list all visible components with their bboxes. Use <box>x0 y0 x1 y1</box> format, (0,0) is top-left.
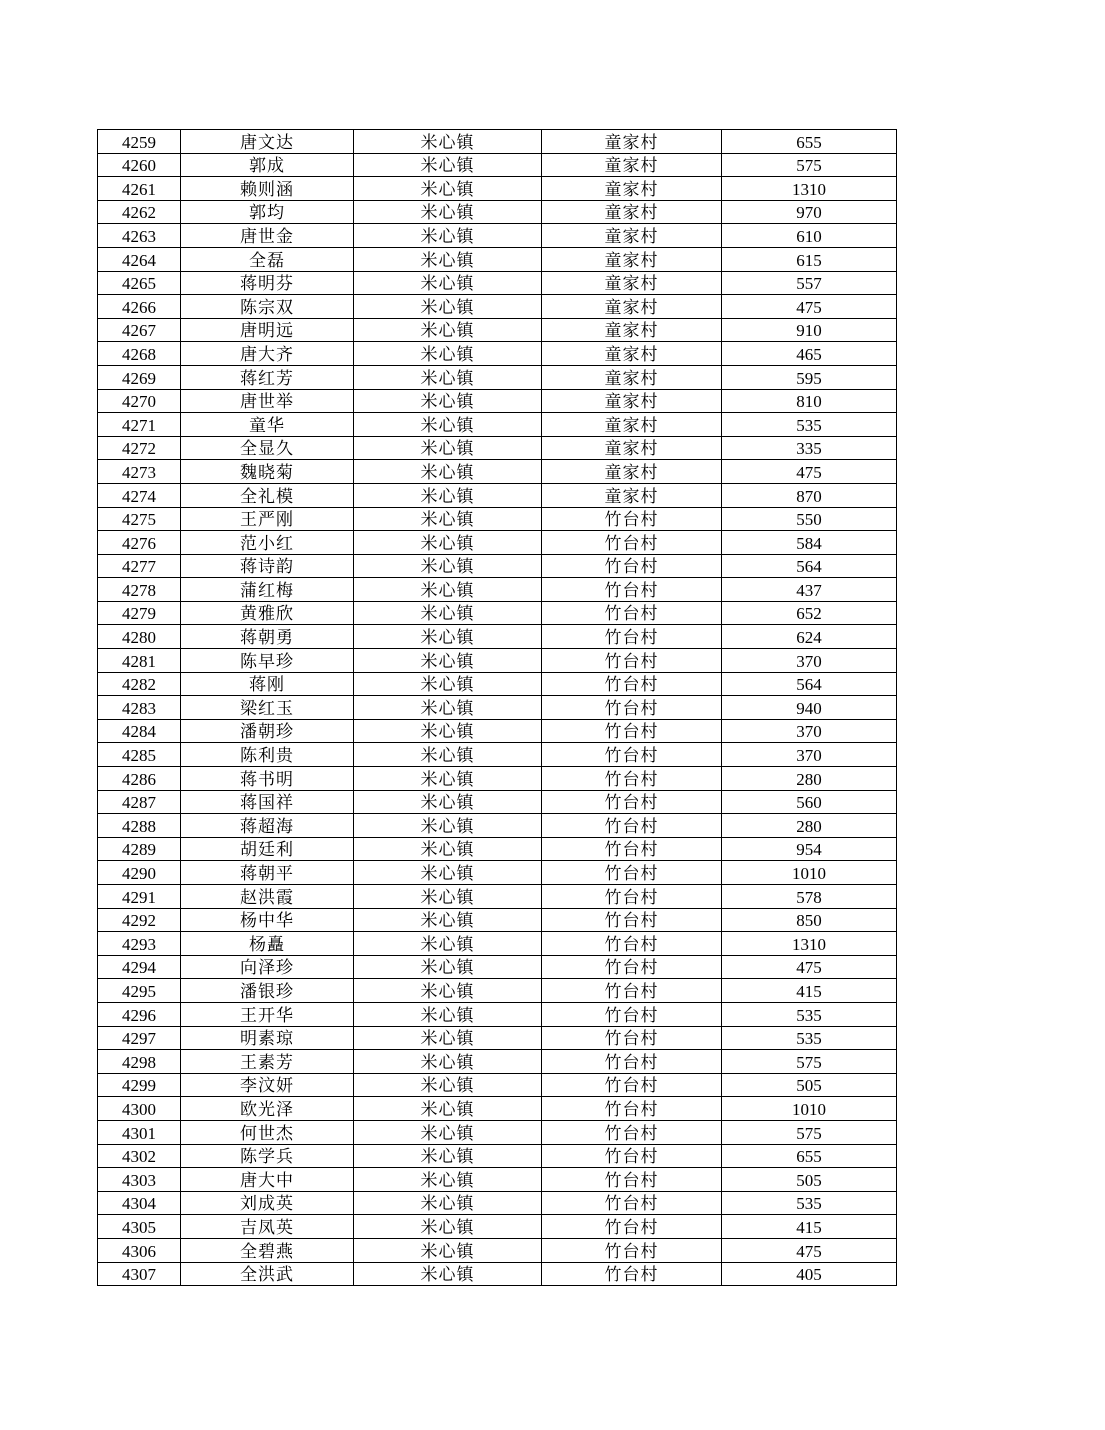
town-name-cell: 米心镇 <box>354 908 542 932</box>
town-name-cell: 米心镇 <box>354 531 542 555</box>
village-name-cell: 童家村 <box>542 271 722 295</box>
town-name-cell: 米心镇 <box>354 578 542 602</box>
person-name-cell: 童华 <box>181 413 354 437</box>
row-number-cell: 4297 <box>98 1026 181 1050</box>
village-name-cell: 童家村 <box>542 200 722 224</box>
village-name-cell: 竹台村 <box>542 1002 722 1026</box>
table-row <box>98 790 897 814</box>
person-name-cell: 蒋朝平 <box>181 861 354 885</box>
row-number-cell: 4290 <box>98 861 181 885</box>
town-name-cell: 米心镇 <box>354 1144 542 1168</box>
table-row <box>98 932 897 956</box>
table-row <box>98 177 897 201</box>
town-name-cell: 米心镇 <box>354 460 542 484</box>
table-body <box>98 130 897 1286</box>
person-name-cell: 李汶妍 <box>181 1073 354 1097</box>
person-name-cell: 蒋红芳 <box>181 365 354 389</box>
amount-cell: 940 <box>722 696 897 720</box>
row-number-cell: 4284 <box>98 719 181 743</box>
row-number-cell: 4293 <box>98 932 181 956</box>
amount-cell: 1310 <box>722 932 897 956</box>
person-name-cell: 郭均 <box>181 200 354 224</box>
village-name-cell: 竹台村 <box>542 1144 722 1168</box>
amount-cell: 575 <box>722 1050 897 1074</box>
person-name-cell: 何世杰 <box>181 1120 354 1144</box>
town-name-cell: 米心镇 <box>354 271 542 295</box>
amount-cell: 810 <box>722 389 897 413</box>
person-name-cell: 蒋刚 <box>181 672 354 696</box>
row-number-cell: 4266 <box>98 295 181 319</box>
village-name-cell: 竹台村 <box>542 1238 722 1262</box>
table-row <box>98 885 897 909</box>
amount-cell: 535 <box>722 1191 897 1215</box>
amount-cell: 595 <box>722 365 897 389</box>
village-name-cell: 竹台村 <box>542 507 722 531</box>
person-name-cell: 向泽珍 <box>181 955 354 979</box>
row-number-cell: 4279 <box>98 601 181 625</box>
row-number-cell: 4300 <box>98 1097 181 1121</box>
table-row <box>98 979 897 1003</box>
town-name-cell: 米心镇 <box>354 814 542 838</box>
village-name-cell: 竹台村 <box>542 1215 722 1239</box>
person-name-cell: 王开华 <box>181 1002 354 1026</box>
village-name-cell: 竹台村 <box>542 1120 722 1144</box>
town-name-cell: 米心镇 <box>354 955 542 979</box>
village-name-cell: 竹台村 <box>542 790 722 814</box>
person-name-cell: 杨矗 <box>181 932 354 956</box>
village-name-cell: 童家村 <box>542 436 722 460</box>
amount-cell: 475 <box>722 460 897 484</box>
row-number-cell: 4289 <box>98 837 181 861</box>
row-number-cell: 4274 <box>98 483 181 507</box>
person-name-cell: 王素芳 <box>181 1050 354 1074</box>
village-name-cell: 竹台村 <box>542 696 722 720</box>
amount-cell: 550 <box>722 507 897 531</box>
person-name-cell: 陈学兵 <box>181 1144 354 1168</box>
person-name-cell: 赖则涵 <box>181 177 354 201</box>
person-name-cell: 蒋超海 <box>181 814 354 838</box>
village-name-cell: 竹台村 <box>542 955 722 979</box>
person-name-cell: 蒋诗韵 <box>181 554 354 578</box>
town-name-cell: 米心镇 <box>354 979 542 1003</box>
row-number-cell: 4291 <box>98 885 181 909</box>
row-number-cell: 4276 <box>98 531 181 555</box>
village-name-cell: 竹台村 <box>542 601 722 625</box>
row-number-cell: 4294 <box>98 955 181 979</box>
town-name-cell: 米心镇 <box>354 649 542 673</box>
amount-cell: 954 <box>722 837 897 861</box>
person-name-cell: 蒋书明 <box>181 767 354 791</box>
table-row <box>98 601 897 625</box>
town-name-cell: 米心镇 <box>354 436 542 460</box>
village-name-cell: 竹台村 <box>542 837 722 861</box>
table-row <box>98 861 897 885</box>
table-row <box>98 743 897 767</box>
table-row <box>98 224 897 248</box>
row-number-cell: 4282 <box>98 672 181 696</box>
table-row <box>98 389 897 413</box>
amount-cell: 575 <box>722 1120 897 1144</box>
town-name-cell: 米心镇 <box>354 1097 542 1121</box>
town-name-cell: 米心镇 <box>354 200 542 224</box>
amount-cell: 415 <box>722 979 897 1003</box>
amount-cell: 475 <box>722 955 897 979</box>
amount-cell: 624 <box>722 625 897 649</box>
person-name-cell: 范小红 <box>181 531 354 555</box>
amount-cell: 335 <box>722 436 897 460</box>
amount-cell: 615 <box>722 247 897 271</box>
town-name-cell: 米心镇 <box>354 790 542 814</box>
person-name-cell: 刘成英 <box>181 1191 354 1215</box>
table-row <box>98 318 897 342</box>
village-name-cell: 竹台村 <box>542 1191 722 1215</box>
village-name-cell: 竹台村 <box>542 649 722 673</box>
amount-cell: 557 <box>722 271 897 295</box>
village-name-cell: 童家村 <box>542 224 722 248</box>
data-table <box>97 129 897 1286</box>
row-number-cell: 4304 <box>98 1191 181 1215</box>
table-row <box>98 837 897 861</box>
town-name-cell: 米心镇 <box>354 1002 542 1026</box>
village-name-cell: 竹台村 <box>542 531 722 555</box>
person-name-cell: 唐世举 <box>181 389 354 413</box>
row-number-cell: 4271 <box>98 413 181 437</box>
row-number-cell: 4277 <box>98 554 181 578</box>
table-row <box>98 130 897 154</box>
person-name-cell: 全磊 <box>181 247 354 271</box>
amount-cell: 280 <box>722 814 897 838</box>
person-name-cell: 唐文达 <box>181 130 354 154</box>
table-row <box>98 696 897 720</box>
row-number-cell: 4267 <box>98 318 181 342</box>
row-number-cell: 4298 <box>98 1050 181 1074</box>
town-name-cell: 米心镇 <box>354 507 542 531</box>
town-name-cell: 米心镇 <box>354 130 542 154</box>
person-name-cell: 全显久 <box>181 436 354 460</box>
person-name-cell: 唐明远 <box>181 318 354 342</box>
village-name-cell: 童家村 <box>542 295 722 319</box>
amount-cell: 405 <box>722 1262 897 1286</box>
table-row <box>98 1238 897 1262</box>
town-name-cell: 米心镇 <box>354 177 542 201</box>
table-row <box>98 814 897 838</box>
person-name-cell: 赵洪霞 <box>181 885 354 909</box>
table-row <box>98 483 897 507</box>
person-name-cell: 梁红玉 <box>181 696 354 720</box>
village-name-cell: 竹台村 <box>542 719 722 743</box>
town-name-cell: 米心镇 <box>354 1050 542 1074</box>
person-name-cell: 王严刚 <box>181 507 354 531</box>
row-number-cell: 4286 <box>98 767 181 791</box>
village-name-cell: 竹台村 <box>542 932 722 956</box>
table-row <box>98 578 897 602</box>
village-name-cell: 竹台村 <box>542 1050 722 1074</box>
person-name-cell: 唐大齐 <box>181 342 354 366</box>
row-number-cell: 4275 <box>98 507 181 531</box>
town-name-cell: 米心镇 <box>354 224 542 248</box>
village-name-cell: 竹台村 <box>542 578 722 602</box>
village-name-cell: 竹台村 <box>542 861 722 885</box>
table-row <box>98 1050 897 1074</box>
row-number-cell: 4292 <box>98 908 181 932</box>
table-row <box>98 1191 897 1215</box>
town-name-cell: 米心镇 <box>354 672 542 696</box>
amount-cell: 564 <box>722 554 897 578</box>
village-name-cell: 童家村 <box>542 413 722 437</box>
row-number-cell: 4295 <box>98 979 181 1003</box>
town-name-cell: 米心镇 <box>354 1191 542 1215</box>
row-number-cell: 4259 <box>98 130 181 154</box>
table-row <box>98 531 897 555</box>
row-number-cell: 4278 <box>98 578 181 602</box>
amount-cell: 1310 <box>722 177 897 201</box>
person-name-cell: 潘朝珍 <box>181 719 354 743</box>
town-name-cell: 米心镇 <box>354 153 542 177</box>
person-name-cell: 唐大中 <box>181 1168 354 1192</box>
person-name-cell: 杨中华 <box>181 908 354 932</box>
row-number-cell: 4270 <box>98 389 181 413</box>
person-name-cell: 黄雅欣 <box>181 601 354 625</box>
table-row <box>98 507 897 531</box>
person-name-cell: 吉凤英 <box>181 1215 354 1239</box>
amount-cell: 870 <box>722 483 897 507</box>
village-name-cell: 竹台村 <box>542 1073 722 1097</box>
village-name-cell: 童家村 <box>542 342 722 366</box>
table-row <box>98 649 897 673</box>
amount-cell: 465 <box>722 342 897 366</box>
table-row <box>98 1168 897 1192</box>
town-name-cell: 米心镇 <box>354 295 542 319</box>
table-row <box>98 460 897 484</box>
amount-cell: 415 <box>722 1215 897 1239</box>
table-row <box>98 1002 897 1026</box>
town-name-cell: 米心镇 <box>354 696 542 720</box>
village-name-cell: 竹台村 <box>542 554 722 578</box>
table-row <box>98 365 897 389</box>
amount-cell: 850 <box>722 908 897 932</box>
village-name-cell: 童家村 <box>542 130 722 154</box>
row-number-cell: 4268 <box>98 342 181 366</box>
amount-cell: 505 <box>722 1073 897 1097</box>
table-row <box>98 1073 897 1097</box>
town-name-cell: 米心镇 <box>354 554 542 578</box>
table-row <box>98 1144 897 1168</box>
village-name-cell: 童家村 <box>542 460 722 484</box>
amount-cell: 370 <box>722 743 897 767</box>
amount-cell: 578 <box>722 885 897 909</box>
table-row <box>98 295 897 319</box>
row-number-cell: 4302 <box>98 1144 181 1168</box>
table-row <box>98 413 897 437</box>
village-name-cell: 竹台村 <box>542 1168 722 1192</box>
town-name-cell: 米心镇 <box>354 1026 542 1050</box>
row-number-cell: 4280 <box>98 625 181 649</box>
row-number-cell: 4269 <box>98 365 181 389</box>
amount-cell: 535 <box>722 1026 897 1050</box>
town-name-cell: 米心镇 <box>354 1215 542 1239</box>
person-name-cell: 蒋明芬 <box>181 271 354 295</box>
village-name-cell: 竹台村 <box>542 743 722 767</box>
town-name-cell: 米心镇 <box>354 365 542 389</box>
amount-cell: 505 <box>722 1168 897 1192</box>
table-row <box>98 908 897 932</box>
row-number-cell: 4299 <box>98 1073 181 1097</box>
row-number-cell: 4281 <box>98 649 181 673</box>
person-name-cell: 潘银珍 <box>181 979 354 1003</box>
amount-cell: 652 <box>722 601 897 625</box>
table-row <box>98 1097 897 1121</box>
amount-cell: 655 <box>722 130 897 154</box>
village-name-cell: 竹台村 <box>542 885 722 909</box>
town-name-cell: 米心镇 <box>354 318 542 342</box>
amount-cell: 475 <box>722 1238 897 1262</box>
row-number-cell: 4306 <box>98 1238 181 1262</box>
amount-cell: 370 <box>722 719 897 743</box>
village-name-cell: 竹台村 <box>542 1026 722 1050</box>
table-row <box>98 554 897 578</box>
amount-cell: 535 <box>722 413 897 437</box>
table-row <box>98 625 897 649</box>
amount-cell: 970 <box>722 200 897 224</box>
table-row <box>98 153 897 177</box>
village-name-cell: 竹台村 <box>542 672 722 696</box>
person-name-cell: 郭成 <box>181 153 354 177</box>
person-name-cell: 陈宗双 <box>181 295 354 319</box>
table-row <box>98 247 897 271</box>
person-name-cell: 陈利贵 <box>181 743 354 767</box>
amount-cell: 535 <box>722 1002 897 1026</box>
amount-cell: 437 <box>722 578 897 602</box>
row-number-cell: 4261 <box>98 177 181 201</box>
person-name-cell: 唐世金 <box>181 224 354 248</box>
table-row <box>98 672 897 696</box>
row-number-cell: 4303 <box>98 1168 181 1192</box>
village-name-cell: 童家村 <box>542 177 722 201</box>
town-name-cell: 米心镇 <box>354 885 542 909</box>
amount-cell: 575 <box>722 153 897 177</box>
village-name-cell: 童家村 <box>542 318 722 342</box>
town-name-cell: 米心镇 <box>354 767 542 791</box>
town-name-cell: 米心镇 <box>354 483 542 507</box>
village-name-cell: 童家村 <box>542 483 722 507</box>
table-row <box>98 200 897 224</box>
row-number-cell: 4288 <box>98 814 181 838</box>
amount-cell: 560 <box>722 790 897 814</box>
amount-cell: 655 <box>722 1144 897 1168</box>
town-name-cell: 米心镇 <box>354 861 542 885</box>
village-name-cell: 竹台村 <box>542 1262 722 1286</box>
row-number-cell: 4263 <box>98 224 181 248</box>
row-number-cell: 4301 <box>98 1120 181 1144</box>
amount-cell: 280 <box>722 767 897 791</box>
table-row <box>98 342 897 366</box>
person-name-cell: 全碧燕 <box>181 1238 354 1262</box>
person-name-cell: 蒋朝勇 <box>181 625 354 649</box>
town-name-cell: 米心镇 <box>354 743 542 767</box>
person-name-cell: 全礼模 <box>181 483 354 507</box>
town-name-cell: 米心镇 <box>354 837 542 861</box>
person-name-cell: 胡廷利 <box>181 837 354 861</box>
person-name-cell: 蒋国祥 <box>181 790 354 814</box>
row-number-cell: 4285 <box>98 743 181 767</box>
town-name-cell: 米心镇 <box>354 719 542 743</box>
village-name-cell: 竹台村 <box>542 625 722 649</box>
table-row <box>98 1026 897 1050</box>
table-row <box>98 1120 897 1144</box>
village-name-cell: 竹台村 <box>542 908 722 932</box>
town-name-cell: 米心镇 <box>354 247 542 271</box>
row-number-cell: 4273 <box>98 460 181 484</box>
village-name-cell: 童家村 <box>542 389 722 413</box>
village-name-cell: 童家村 <box>542 365 722 389</box>
row-number-cell: 4262 <box>98 200 181 224</box>
village-name-cell: 童家村 <box>542 247 722 271</box>
town-name-cell: 米心镇 <box>354 413 542 437</box>
amount-cell: 564 <box>722 672 897 696</box>
table-row <box>98 767 897 791</box>
town-name-cell: 米心镇 <box>354 1262 542 1286</box>
village-name-cell: 竹台村 <box>542 767 722 791</box>
table-row <box>98 719 897 743</box>
table-row <box>98 1215 897 1239</box>
row-number-cell: 4307 <box>98 1262 181 1286</box>
table-row <box>98 955 897 979</box>
village-name-cell: 竹台村 <box>542 979 722 1003</box>
table-row <box>98 436 897 460</box>
amount-cell: 584 <box>722 531 897 555</box>
village-name-cell: 竹台村 <box>542 1097 722 1121</box>
amount-cell: 610 <box>722 224 897 248</box>
row-number-cell: 4287 <box>98 790 181 814</box>
row-number-cell: 4272 <box>98 436 181 460</box>
person-name-cell: 明素琼 <box>181 1026 354 1050</box>
amount-cell: 1010 <box>722 1097 897 1121</box>
amount-cell: 910 <box>722 318 897 342</box>
table-row <box>98 271 897 295</box>
town-name-cell: 米心镇 <box>354 389 542 413</box>
town-name-cell: 米心镇 <box>354 625 542 649</box>
village-name-cell: 童家村 <box>542 153 722 177</box>
town-name-cell: 米心镇 <box>354 932 542 956</box>
row-number-cell: 4260 <box>98 153 181 177</box>
town-name-cell: 米心镇 <box>354 1168 542 1192</box>
person-name-cell: 魏晓菊 <box>181 460 354 484</box>
person-name-cell: 欧光泽 <box>181 1097 354 1121</box>
row-number-cell: 4296 <box>98 1002 181 1026</box>
amount-cell: 370 <box>722 649 897 673</box>
village-name-cell: 竹台村 <box>542 814 722 838</box>
person-name-cell: 蒲红梅 <box>181 578 354 602</box>
town-name-cell: 米心镇 <box>354 342 542 366</box>
town-name-cell: 米心镇 <box>354 1073 542 1097</box>
row-number-cell: 4265 <box>98 271 181 295</box>
person-name-cell: 陈早珍 <box>181 649 354 673</box>
person-name-cell: 全洪武 <box>181 1262 354 1286</box>
amount-cell: 475 <box>722 295 897 319</box>
row-number-cell: 4264 <box>98 247 181 271</box>
town-name-cell: 米心镇 <box>354 601 542 625</box>
town-name-cell: 米心镇 <box>354 1238 542 1262</box>
row-number-cell: 4283 <box>98 696 181 720</box>
amount-cell: 1010 <box>722 861 897 885</box>
row-number-cell: 4305 <box>98 1215 181 1239</box>
table-row <box>98 1262 897 1286</box>
town-name-cell: 米心镇 <box>354 1120 542 1144</box>
